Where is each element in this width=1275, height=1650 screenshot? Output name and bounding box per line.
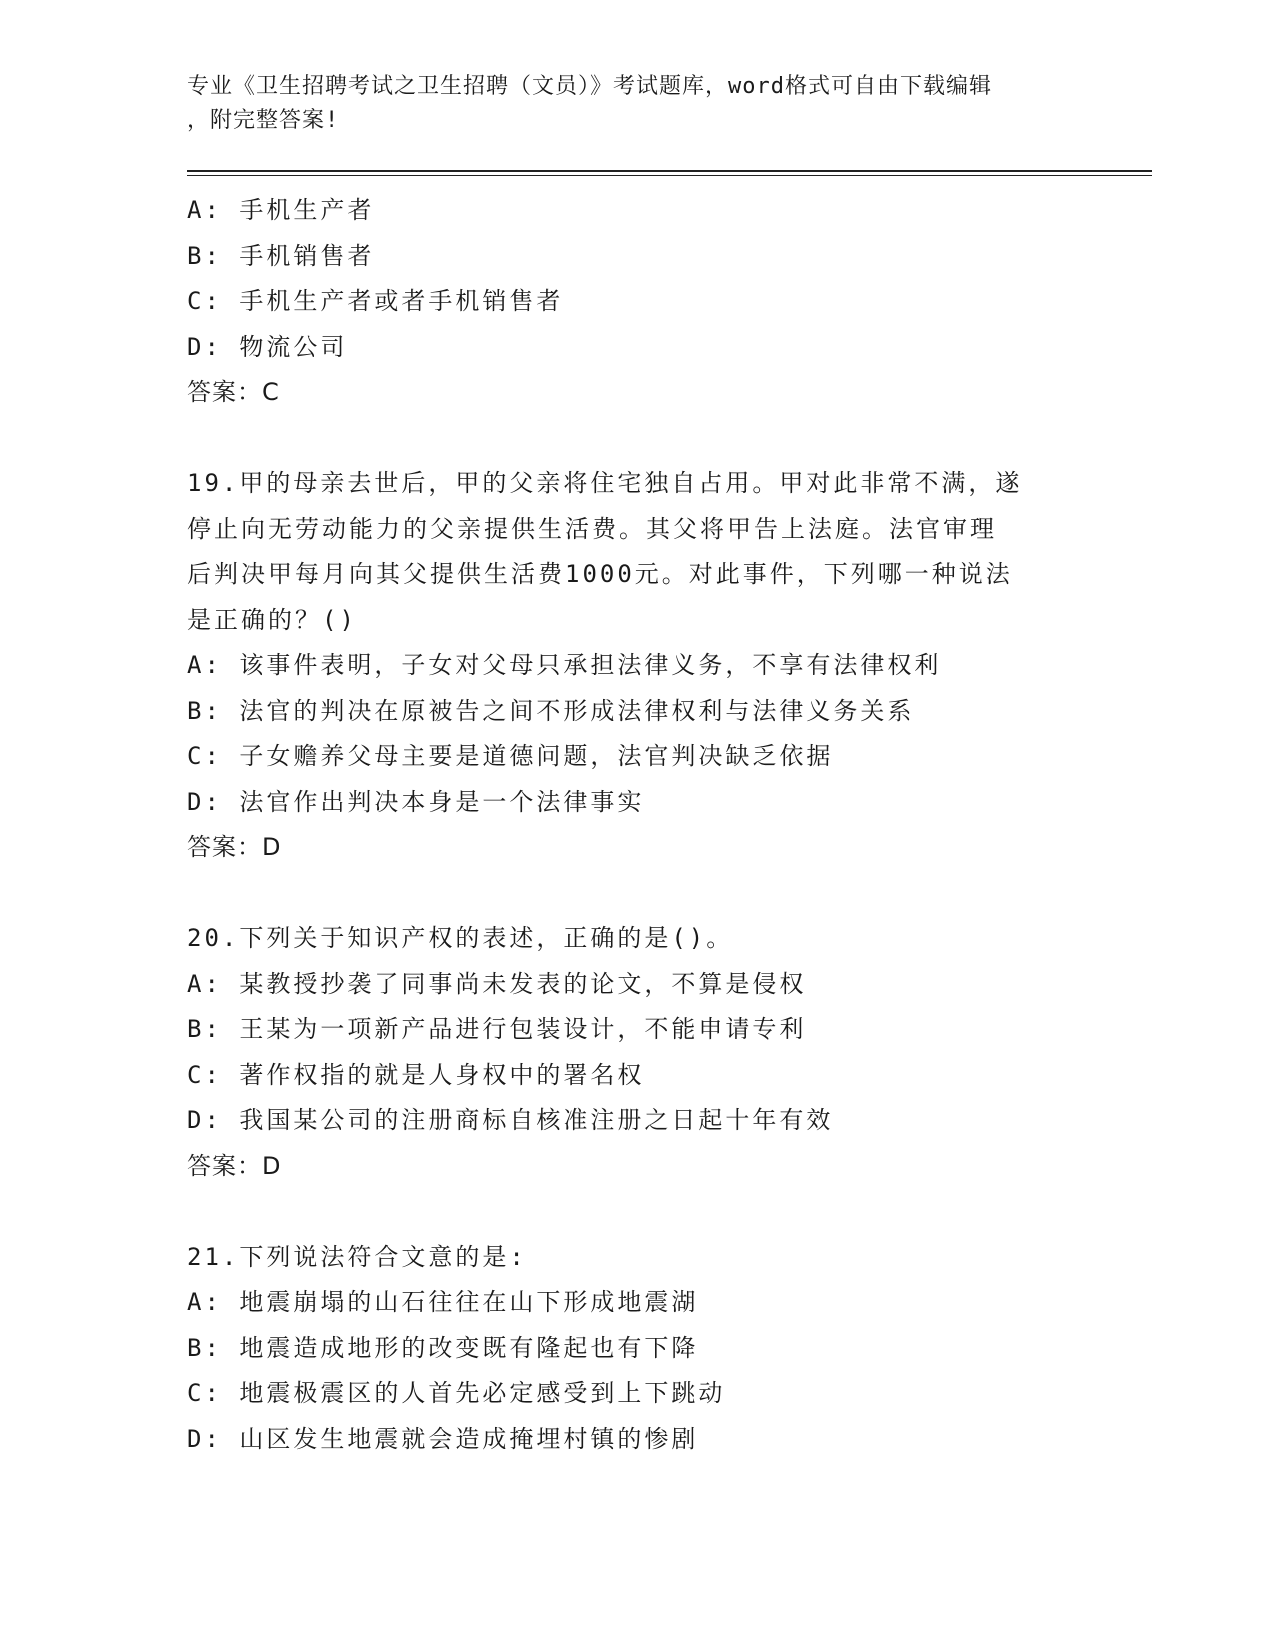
option-c: C: 著作权指的就是人身权中的署名权 — [187, 1060, 645, 1089]
option-c: C: 手机生产者或者手机销售者 — [187, 287, 564, 315]
question-stem-line: 19.甲的母亲去世后，甲的父亲将住宅独自占用。甲对此非常不满，遂 — [187, 469, 1023, 497]
question-19 — [187, 461, 1152, 871]
option-d: D: 法官作出判决本身是一个法律事实 — [187, 787, 645, 816]
option-a: A: 该事件表明，子女对父母只承担法律义务，不享有法律权利 — [187, 651, 942, 679]
document-header — [187, 70, 1152, 142]
question-20 — [187, 916, 1152, 1189]
option-a: A: 某教授抄袭了同事尚未发表的论文，不算是侵权 — [187, 969, 807, 998]
option-b: B: 手机销售者 — [187, 241, 375, 270]
spacer — [187, 1189, 1152, 1235]
option-c: C: 子女赡养父母主要是道德问题，法官判决缺乏依据 — [187, 742, 834, 770]
question-21 — [187, 1235, 1152, 1463]
question-stem-line: 是正确的？() — [187, 605, 357, 634]
answer-label: 答案：C — [187, 378, 280, 406]
option-d: D: 物流公司 — [187, 332, 348, 361]
document-page — [187, 70, 1152, 1462]
option-a: A: 地震崩塌的山石往往在山下形成地震湖 — [187, 1288, 699, 1316]
question-stem-line: 21.下列说法符合文意的是: — [187, 1242, 527, 1271]
question-stem-line: 20.下列关于知识产权的表述，正确的是()。 — [187, 924, 734, 952]
header-title-line1: 专业《卫生招聘考试之卫生招聘（文员）》考试题库，word格式可自由下载编辑 — [187, 74, 992, 99]
spacer — [187, 871, 1152, 917]
option-c: C: 地震极震区的人首先必定感受到上下跳动 — [187, 1379, 726, 1407]
question-list — [187, 188, 1152, 1462]
question-stem-line: 后判决甲每月向其父提供生活费1000元。对此事件，下列哪一种说法 — [187, 560, 1013, 588]
spacer — [187, 416, 1152, 462]
option-b: B: 王某为一项新产品进行包装设计，不能申请专利 — [187, 1015, 807, 1043]
option-b: B: 法官的判决在原被告之间不形成法律权利与法律义务关系 — [187, 696, 915, 725]
answer-label: 答案：D — [187, 1151, 282, 1180]
question-18 — [187, 188, 1152, 416]
option-a: A: 手机生产者 — [187, 196, 375, 224]
option-d: D: 山区发生地震就会造成掩埋村镇的惨剧 — [187, 1424, 699, 1453]
option-b: B: 地震造成地形的改变既有隆起也有下降 — [187, 1333, 699, 1362]
header-divider — [187, 170, 1152, 176]
header-title-line2: ，附完整答案! — [187, 108, 340, 133]
question-stem-line: 停止向无劳动能力的父亲提供生活费。其父将甲告上法庭。法官审理 — [187, 514, 997, 543]
option-d: D: 我国某公司的注册商标自核准注册之日起十年有效 — [187, 1106, 834, 1134]
answer-label: 答案：D — [187, 833, 282, 861]
